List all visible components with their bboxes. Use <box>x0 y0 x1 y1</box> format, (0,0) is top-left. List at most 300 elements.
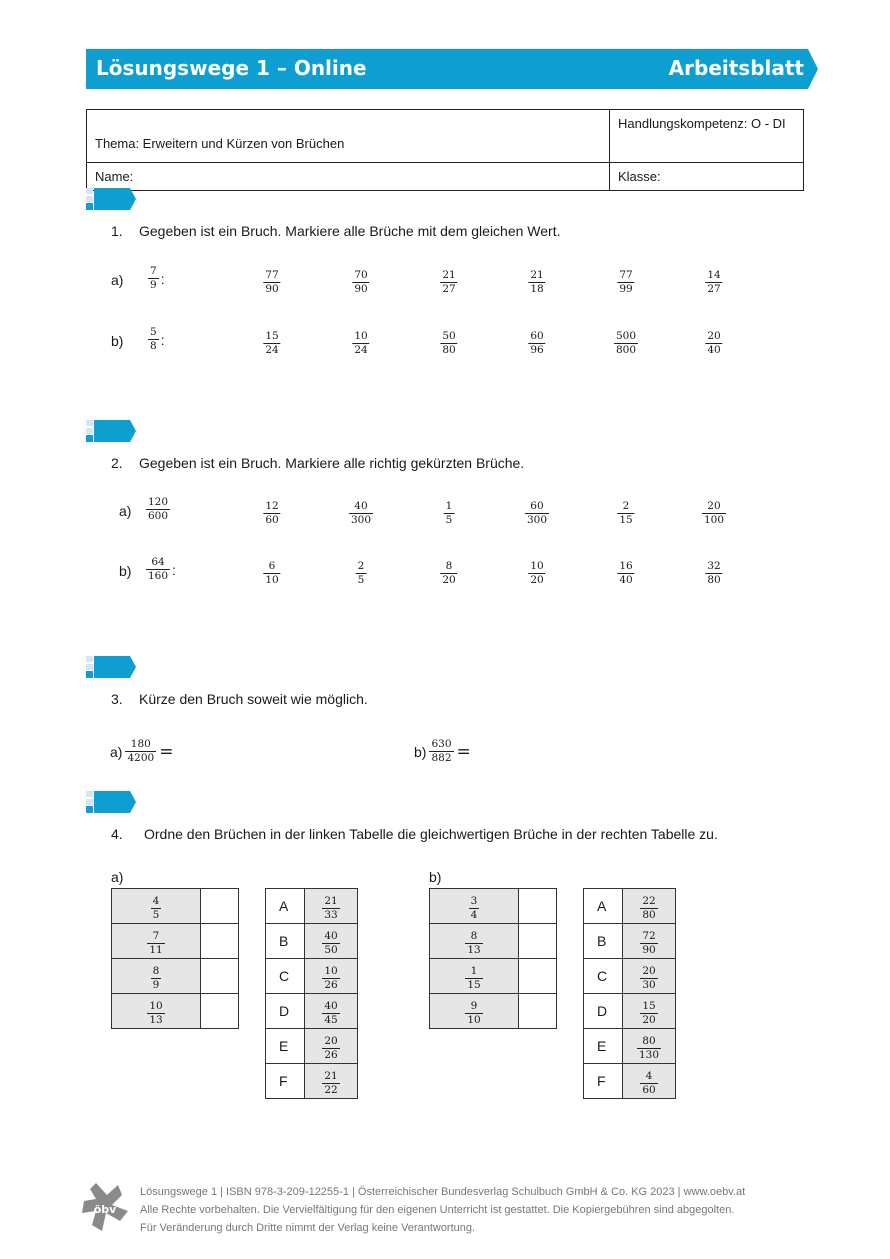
task2-b-label: b) <box>119 563 132 579</box>
numerator: 50 <box>442 330 456 342</box>
denominator: 300 <box>526 514 548 526</box>
numerator: 20 <box>707 330 721 342</box>
numerator: 40 <box>354 500 368 512</box>
denominator: 33 <box>324 908 338 921</box>
fraction <box>322 1070 339 1097</box>
header-banner <box>86 49 818 89</box>
numerator: 8 <box>152 964 160 977</box>
task1-b-option-5[interactable] <box>614 326 638 357</box>
option-fraction <box>440 330 457 357</box>
option-fraction <box>617 500 634 527</box>
name-label: Name: <box>95 169 134 184</box>
answer-cell[interactable] <box>201 959 239 994</box>
task4-b-left-table <box>429 888 557 1029</box>
fraction-cell <box>623 1029 676 1064</box>
option-fraction <box>617 269 634 296</box>
fraction <box>147 1000 164 1027</box>
fraction <box>465 930 482 957</box>
denominator: 26 <box>324 978 338 991</box>
fraction <box>640 1070 657 1097</box>
numerator: 16 <box>619 560 633 572</box>
task4-a-right-row-B <box>266 924 358 959</box>
task4-b-right-row-C <box>584 959 676 994</box>
denominator: 11 <box>149 943 163 956</box>
denominator: 13 <box>149 1013 163 1026</box>
task1-b-option-4[interactable] <box>528 326 545 357</box>
denominator: 10 <box>467 1013 481 1026</box>
option-fraction <box>440 560 457 587</box>
fraction-cell <box>305 924 358 959</box>
denominator: 9 <box>150 279 157 291</box>
task1-b-label: b) <box>111 333 124 349</box>
numerator: 1 <box>470 964 478 977</box>
task4-a-left-table <box>111 888 239 1029</box>
task2-b-option-5[interactable] <box>617 556 634 587</box>
task3-a <box>110 738 173 765</box>
task4-a-right-row-F <box>266 1064 358 1099</box>
numerator: 60 <box>530 500 544 512</box>
numerator: 15 <box>265 330 279 342</box>
task2-a-given <box>146 496 170 523</box>
task1-b-option-3[interactable] <box>440 326 457 357</box>
denominator: 18 <box>530 283 544 295</box>
fraction <box>322 1035 339 1062</box>
denominator: 5 <box>152 908 160 921</box>
task1-b-option-1[interactable] <box>263 326 280 357</box>
fraction-cell <box>623 994 676 1029</box>
fraction <box>465 1000 482 1027</box>
task1-a-option-5[interactable] <box>617 265 634 296</box>
fraction <box>322 930 339 957</box>
letter-cell: D <box>584 994 623 1029</box>
footer-line-2: Alle Rechte vorbehalten. Die Vervielfältigung für den eigenen Unterricht ist gestattet. Die Kopiergebühren sind abgegolten. <box>140 1204 735 1216</box>
option-fraction <box>525 500 549 527</box>
task1-a-given-fraction <box>148 265 159 292</box>
denominator: 80 <box>707 574 721 586</box>
option-fraction <box>352 330 369 357</box>
denominator: 15 <box>619 514 633 526</box>
denominator: 40 <box>707 344 721 356</box>
task1-number: 1. <box>111 223 123 239</box>
kompetenz-text: Handlungskompetenz: O - DI <box>618 116 786 131</box>
header-type: Arbeitsblatt <box>668 56 804 80</box>
info-table <box>86 109 804 191</box>
denominator: 27 <box>707 283 721 295</box>
thema-cell <box>87 110 610 163</box>
oebv-logo-text: öbv <box>93 1203 117 1216</box>
answer-cell[interactable] <box>519 994 557 1029</box>
option-fraction <box>705 269 722 296</box>
option-fraction <box>356 560 367 587</box>
task4-heading <box>111 826 718 842</box>
denominator: 60 <box>642 1083 656 1096</box>
task1-a-option-6[interactable] <box>705 265 722 296</box>
numerator: 120 <box>148 496 169 508</box>
section-marker-4 <box>86 791 138 813</box>
numerator: 4 <box>152 894 160 907</box>
numerator: 10 <box>149 999 163 1012</box>
fraction <box>322 965 339 992</box>
fraction-cell <box>623 889 676 924</box>
numerator: 630 <box>431 738 452 750</box>
letter-cell: A <box>266 889 305 924</box>
section-marker-1 <box>86 188 138 210</box>
numerator: 21 <box>442 269 456 281</box>
answer-cell[interactable] <box>519 959 557 994</box>
denominator: 160 <box>148 570 169 582</box>
numerator: 2 <box>357 560 365 572</box>
name-field[interactable] <box>87 163 610 191</box>
task2-b-separator: : <box>172 561 176 578</box>
denominator: 60 <box>265 514 279 526</box>
numerator: 8 <box>445 560 453 572</box>
task4-a-left-row-2 <box>112 924 239 959</box>
numerator: 64 <box>151 556 165 568</box>
option-fraction <box>528 560 545 587</box>
task4-text: Ordne den Brüchen in der linken Tabelle die gleichwertigen Brüche in der rechten Tabelle zu. <box>144 826 718 842</box>
task4-b-right-table <box>583 888 676 1099</box>
numerator: 2 <box>622 500 630 512</box>
fraction-cell <box>430 924 519 959</box>
kompetenz-cell <box>610 110 804 163</box>
task3-b <box>414 738 471 765</box>
marker-shape <box>86 188 138 210</box>
task1-b-option-2[interactable] <box>352 326 369 357</box>
fraction <box>640 965 657 992</box>
task2-b-option-1[interactable] <box>263 556 280 587</box>
denominator: 600 <box>148 510 169 522</box>
denominator: 24 <box>265 344 279 356</box>
numerator: 77 <box>265 269 279 281</box>
klasse-field[interactable] <box>610 163 804 191</box>
task1-b-separator: : <box>160 331 165 348</box>
task1-b-option-6[interactable] <box>705 326 722 357</box>
answer-cell[interactable] <box>519 889 557 924</box>
denominator: 40 <box>619 574 633 586</box>
task4-b-left-row-2 <box>430 924 557 959</box>
marker-shape <box>86 791 138 813</box>
task1-row-b <box>0 326 890 356</box>
letter-cell: F <box>584 1064 623 1099</box>
task2-b-option-4[interactable] <box>528 556 545 587</box>
numerator: 4 <box>645 1069 653 1082</box>
option-fraction <box>263 269 280 296</box>
task1-a-option-3[interactable] <box>440 265 457 296</box>
denominator: 10 <box>265 574 279 586</box>
footer-line-1: Lösungswege 1 | ISBN 978-3-209-12255-1 | Österreichischer Bundesverlag Schulbuch GmbH & Co. KG 2023 | www.oebv.at <box>140 1186 746 1198</box>
letter-cell: D <box>266 994 305 1029</box>
numerator: 10 <box>530 560 544 572</box>
numerator: 6 <box>268 560 276 572</box>
option-fraction <box>352 269 369 296</box>
denominator: 45 <box>324 1013 338 1026</box>
oebv-logo <box>80 1181 130 1233</box>
task1-b-given <box>148 326 165 353</box>
denominator: 90 <box>265 283 279 295</box>
footer-line-3: Für Veränderung durch Dritte nimmt der Verlag keine Verantwortung. <box>140 1222 476 1234</box>
footer-text <box>140 1183 745 1237</box>
denominator: 22 <box>324 1083 338 1096</box>
denominator: 96 <box>530 344 544 356</box>
denominator: 100 <box>703 514 725 526</box>
numerator: 20 <box>707 500 721 512</box>
task1-a-given <box>148 265 165 292</box>
task4-a-left-row-1 <box>112 889 239 924</box>
denominator: 26 <box>324 1048 338 1061</box>
option-fraction <box>617 560 634 587</box>
denominator: 99 <box>619 283 633 295</box>
option-fraction <box>702 500 726 527</box>
thema-text: Thema: Erweitern und Kürzen von Brüchen <box>95 136 345 151</box>
task4-b-right-row-A <box>584 889 676 924</box>
fraction-cell <box>305 1029 358 1064</box>
denominator: 800 <box>615 344 637 356</box>
numerator: 72 <box>642 929 656 942</box>
denominator: 30 <box>642 978 656 991</box>
letter-cell: C <box>584 959 623 994</box>
denominator: 8 <box>150 340 157 352</box>
option-fraction <box>444 500 455 527</box>
option-fraction <box>528 269 545 296</box>
task2-a-label: a) <box>119 503 132 519</box>
task1-a-option-4[interactable] <box>528 265 545 296</box>
task1-a-option-2[interactable] <box>352 265 369 296</box>
numerator: 80 <box>642 1034 656 1047</box>
fraction <box>640 895 657 922</box>
fraction <box>151 965 162 992</box>
task4-b-left-row-3 <box>430 959 557 994</box>
task4-a-right-row-D <box>266 994 358 1029</box>
fraction <box>637 1035 661 1062</box>
numerator: 32 <box>707 560 721 572</box>
fraction <box>322 895 339 922</box>
task4-a-right-row-A <box>266 889 358 924</box>
task4-number: 4. <box>111 826 123 842</box>
task2-number: 2. <box>111 455 123 471</box>
task1-row-a <box>0 265 890 295</box>
numerator: 40 <box>324 999 338 1012</box>
task4-a-left-row-4 <box>112 994 239 1029</box>
task1-b-given-fraction <box>148 326 159 353</box>
task3-b-label: b) <box>414 743 427 760</box>
numerator: 20 <box>642 964 656 977</box>
fraction <box>640 1000 657 1027</box>
denominator: 300 <box>350 514 372 526</box>
numerator: 60 <box>530 330 544 342</box>
task2-a-option-1[interactable] <box>263 496 280 527</box>
oebv-logo-icon <box>80 1181 130 1233</box>
task2-a-option-2[interactable] <box>349 496 373 527</box>
denominator: 50 <box>324 943 338 956</box>
fraction-cell <box>623 959 676 994</box>
fraction <box>640 930 657 957</box>
numerator: 1 <box>445 500 453 512</box>
task2-b-option-2[interactable] <box>356 556 367 587</box>
denominator: 4200 <box>127 752 155 764</box>
task4-b-left-row-4 <box>430 994 557 1029</box>
task1-a-separator: : <box>160 270 165 287</box>
task2-b-given-fraction <box>146 556 170 583</box>
letter-cell: E <box>266 1029 305 1064</box>
task3-heading <box>111 691 368 707</box>
answer-cell[interactable] <box>201 994 239 1029</box>
numerator: 22 <box>642 894 656 907</box>
section-marker-3 <box>86 656 138 678</box>
fraction-cell <box>112 994 201 1029</box>
denominator: 882 <box>431 752 452 764</box>
letter-cell: A <box>584 889 623 924</box>
numerator: 9 <box>470 999 478 1012</box>
denominator: 20 <box>530 574 544 586</box>
task2-a-option-6[interactable] <box>702 496 726 527</box>
numerator: 7 <box>152 929 160 942</box>
klasse-label: Klasse: <box>618 169 661 184</box>
denominator: 80 <box>642 908 656 921</box>
option-fraction <box>263 500 280 527</box>
task3-b-equals: = <box>456 741 471 762</box>
option-fraction <box>263 330 280 357</box>
task2-a-given-fraction <box>146 496 170 523</box>
numerator: 7 <box>150 265 157 277</box>
fraction <box>465 965 482 992</box>
numerator: 21 <box>530 269 544 281</box>
numerator: 77 <box>619 269 633 281</box>
fraction <box>469 895 480 922</box>
fraction-cell <box>430 994 519 1029</box>
denominator: 4 <box>470 908 478 921</box>
task4-a-left-row-3 <box>112 959 239 994</box>
denominator: 13 <box>467 943 481 956</box>
denominator: 90 <box>642 943 656 956</box>
numerator: 500 <box>615 330 637 342</box>
option-fraction <box>705 560 722 587</box>
task1-heading <box>111 223 561 239</box>
task4-a-right-row-C <box>266 959 358 994</box>
task3-number: 3. <box>111 691 123 707</box>
denominator: 20 <box>642 1013 656 1026</box>
answer-cell[interactable] <box>201 889 239 924</box>
option-fraction <box>705 330 722 357</box>
denominator: 24 <box>354 344 368 356</box>
marker-shape <box>86 420 138 442</box>
task3-a-equals: = <box>159 741 174 762</box>
option-fraction <box>263 560 280 587</box>
task2-b-option-6[interactable] <box>705 556 722 587</box>
task4-b-label: b) <box>429 869 442 885</box>
task4-b-right-row-E <box>584 1029 676 1064</box>
answer-cell[interactable] <box>201 924 239 959</box>
task4-b-right-row-D <box>584 994 676 1029</box>
marker-shape <box>86 656 138 678</box>
fraction-cell <box>112 924 201 959</box>
fraction-cell <box>305 994 358 1029</box>
task2-a-option-5[interactable] <box>617 496 634 527</box>
task1-a-option-1[interactable] <box>263 265 280 296</box>
numerator: 40 <box>324 929 338 942</box>
task3-b-fraction <box>429 738 453 765</box>
denominator: 27 <box>442 283 456 295</box>
fraction-cell <box>305 889 358 924</box>
task4-a-right-row-E <box>266 1029 358 1064</box>
letter-cell: E <box>584 1029 623 1064</box>
letter-cell: B <box>584 924 623 959</box>
task1-a-label: a) <box>111 272 124 288</box>
task3-a-fraction <box>125 738 156 765</box>
numerator: 8 <box>470 929 478 942</box>
numerator: 10 <box>354 330 368 342</box>
fraction-cell <box>623 924 676 959</box>
denominator: 9 <box>152 978 160 991</box>
task4-a-label: a) <box>111 869 124 885</box>
fraction-cell <box>623 1064 676 1099</box>
task2-a-option-4[interactable] <box>525 496 549 527</box>
option-fraction <box>440 269 457 296</box>
numerator: 180 <box>130 738 151 750</box>
fraction-cell <box>112 959 201 994</box>
numerator: 12 <box>265 500 279 512</box>
task3-a-label: a) <box>110 743 123 760</box>
task2-heading <box>111 455 524 471</box>
task2-a-option-3[interactable] <box>444 496 455 527</box>
task2-b-given <box>146 556 176 583</box>
header-title: Lösungswege 1 – Online <box>96 56 367 80</box>
denominator: 90 <box>354 283 368 295</box>
denominator: 130 <box>638 1048 660 1061</box>
task2-row-a <box>0 496 890 526</box>
numerator: 15 <box>642 999 656 1012</box>
fraction <box>147 930 164 957</box>
task4-a-right-table <box>265 888 358 1099</box>
numerator: 3 <box>470 894 478 907</box>
numerator: 70 <box>354 269 368 281</box>
denominator: 15 <box>467 978 481 991</box>
numerator: 10 <box>324 964 338 977</box>
letter-cell: B <box>266 924 305 959</box>
numerator: 21 <box>324 1069 338 1082</box>
fraction-cell <box>112 889 201 924</box>
fraction-cell <box>305 1064 358 1099</box>
task1-text: Gegeben ist ein Bruch. Markiere alle Brüche mit dem gleichen Wert. <box>139 223 561 239</box>
task4-b-right-row-F <box>584 1064 676 1099</box>
letter-cell: F <box>266 1064 305 1099</box>
fraction-cell <box>430 889 519 924</box>
fraction-cell <box>305 959 358 994</box>
task2-text: Gegeben ist ein Bruch. Markiere alle richtig gekürzten Brüche. <box>139 455 525 471</box>
answer-cell[interactable] <box>519 924 557 959</box>
task2-row-b <box>0 556 890 586</box>
task2-b-option-3[interactable] <box>440 556 457 587</box>
denominator: 5 <box>357 574 365 586</box>
section-marker-2 <box>86 420 138 442</box>
numerator: 5 <box>150 326 157 338</box>
task3-text: Kürze den Bruch soweit wie möglich. <box>139 691 368 707</box>
task4-b-right-row-B <box>584 924 676 959</box>
option-fraction <box>528 330 545 357</box>
numerator: 21 <box>324 894 338 907</box>
fraction <box>151 895 162 922</box>
letter-cell: C <box>266 959 305 994</box>
fraction <box>322 1000 339 1027</box>
denominator: 20 <box>442 574 456 586</box>
option-fraction <box>614 330 638 357</box>
numerator: 14 <box>707 269 721 281</box>
fraction-cell <box>430 959 519 994</box>
task4-b-left-row-1 <box>430 889 557 924</box>
denominator: 80 <box>442 344 456 356</box>
denominator: 5 <box>445 514 453 526</box>
numerator: 20 <box>324 1034 338 1047</box>
option-fraction <box>349 500 373 527</box>
